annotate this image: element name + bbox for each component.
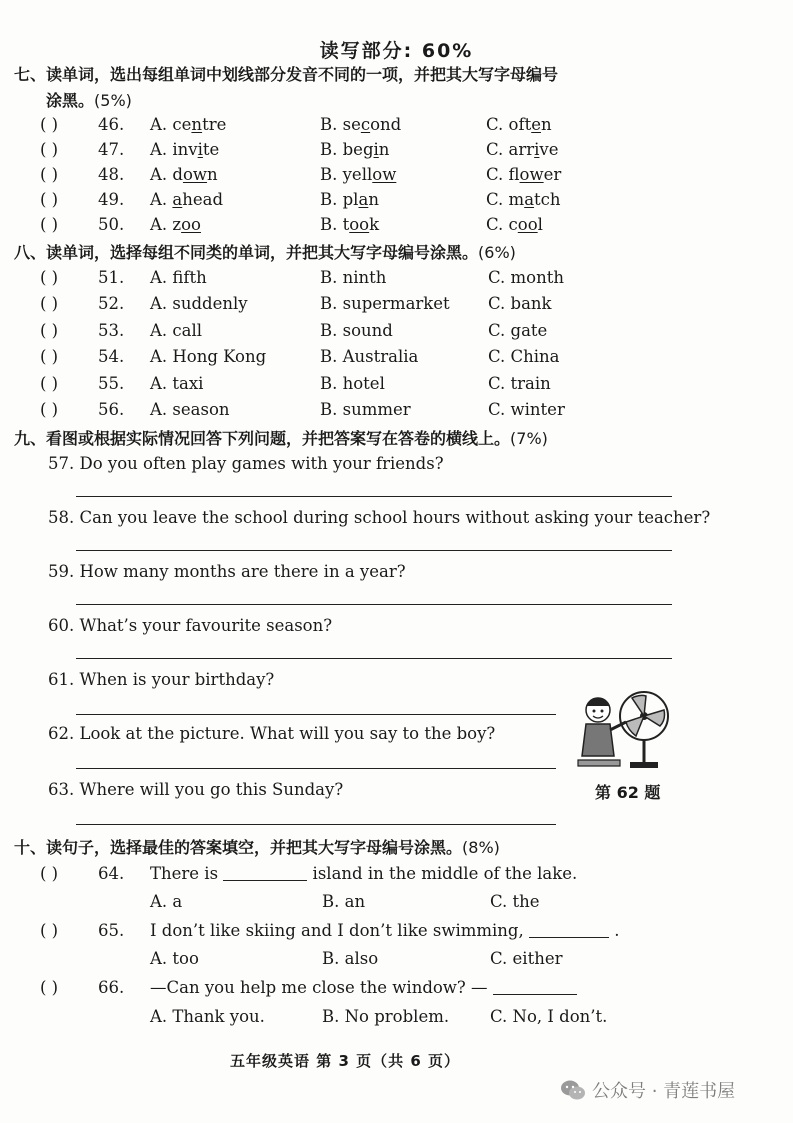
option-b[interactable]	[320, 162, 396, 188]
section-10-heading: 十、读句子，选择最佳的答案填空，并把其大写字母编号涂黑。(8%)	[14, 838, 500, 857]
question-number: 55.	[98, 374, 125, 393]
option-a[interactable]: A. suddenly	[150, 294, 248, 313]
page-title: 读写部分: 60%	[319, 40, 474, 62]
page-footer: 五年级英语 第 3 页（共 6 页）	[230, 1052, 460, 1070]
option-b[interactable]: B. supermarket	[320, 294, 450, 313]
option-a[interactable]: A. too	[150, 949, 199, 968]
blank-line[interactable]	[493, 978, 577, 995]
option-a[interactable]	[150, 137, 219, 163]
answer-line[interactable]	[76, 604, 672, 605]
underlined-letters: a	[524, 190, 535, 209]
question-text: 59. How many months are there in a year?	[48, 562, 406, 581]
option-text: tre	[202, 115, 227, 134]
sentence-start: I don’t like skiing and I don’t like swimming,	[150, 921, 524, 940]
question-text: 60. What’s your favourite season?	[48, 616, 333, 635]
underlined-letters: oo	[349, 215, 370, 234]
option-text: n	[540, 115, 552, 134]
blank-line[interactable]	[529, 921, 609, 938]
question-text: 58. Can you leave the school during school hours without asking your teacher?	[48, 508, 711, 527]
underlined-letters: i	[373, 140, 379, 159]
option-text: B. yell	[320, 165, 373, 184]
option-b[interactable]: B. ninth	[320, 268, 387, 287]
option-c[interactable]: C. month	[488, 268, 564, 287]
section-9-heading: 九、看图或根据实际情况回答下列问题，并把答案写在答卷的横线上。(7%)	[14, 429, 548, 448]
option-c[interactable]: C. winter	[488, 400, 565, 419]
answer-line[interactable]	[76, 658, 672, 659]
section-8-heading: 八、读单词，选择每组不同类的单词，并把其大写字母编号涂黑。(6%)	[14, 243, 516, 262]
option-a[interactable]	[150, 212, 201, 238]
option-text: n	[368, 190, 379, 209]
picture-caption: 第 62 题	[595, 783, 661, 802]
option-a[interactable]	[150, 162, 218, 188]
option-b[interactable]: B. No problem.	[322, 1007, 450, 1026]
underlined-letters: n	[191, 115, 203, 134]
answer-line[interactable]	[76, 824, 556, 825]
option-a[interactable]: A. Thank you.	[150, 1007, 265, 1026]
option-text: C. m	[486, 190, 525, 209]
option-b[interactable]: B. also	[322, 949, 379, 968]
question-sentence	[150, 975, 577, 1001]
underlined-letters: a	[358, 190, 369, 209]
sentence-end: .	[614, 921, 620, 940]
option-text: tch	[534, 190, 561, 209]
underlined-letters: i	[534, 140, 540, 159]
option-text: k	[369, 215, 380, 234]
section-7-heading-cont: 涂黑。(5%)	[46, 91, 132, 110]
option-text: B. pl	[320, 190, 359, 209]
option-a[interactable]: A. a	[150, 892, 183, 911]
question-text: 62. Look at the picture. What will you say to the boy?	[48, 724, 496, 743]
section-7-heading: 七、读单词，选出每组单词中划线部分发音不同的一项，并把其大写字母编号	[14, 65, 559, 84]
option-a[interactable]	[150, 112, 226, 138]
answer-bracket[interactable]: ( )	[40, 165, 59, 184]
answer-bracket[interactable]: ( )	[40, 268, 59, 287]
answer-bracket[interactable]: ( )	[40, 321, 59, 340]
question-text: 61. When is your birthday?	[48, 670, 275, 689]
underlined-letters: ow	[519, 165, 544, 184]
option-a[interactable]	[150, 187, 223, 213]
answer-bracket[interactable]: ( )	[40, 140, 59, 159]
option-c[interactable]: C. either	[490, 949, 563, 968]
question-text: 63. Where will you go this Sunday?	[48, 780, 344, 799]
question-number: 53.	[98, 321, 125, 340]
option-text: B. t	[320, 215, 350, 234]
option-text: A. ce	[150, 115, 192, 134]
option-a[interactable]: A. call	[150, 321, 203, 340]
sentence-start: —Can you help me close the window? —	[150, 978, 488, 997]
option-text: B. se	[320, 115, 361, 134]
wechat-icon	[560, 1079, 586, 1101]
option-c[interactable]: C. China	[488, 347, 560, 366]
question-number: 65.	[98, 921, 125, 940]
option-text: A. inv	[150, 140, 198, 159]
sentence-start: There is	[150, 864, 219, 883]
option-c[interactable]: C. the	[490, 892, 540, 911]
option-c[interactable]	[486, 187, 561, 213]
underlined-letters: c	[360, 115, 371, 134]
underlined-letters: ow	[372, 165, 397, 184]
option-c[interactable]: C. gate	[488, 321, 548, 340]
option-text: n	[378, 140, 390, 159]
option-text: te	[202, 140, 220, 159]
boy-with-fan-picture	[574, 686, 674, 776]
option-text: ond	[370, 115, 402, 134]
watermark	[560, 1077, 735, 1103]
question-number: 46.	[98, 115, 125, 134]
option-text: A. z	[150, 215, 182, 234]
answer-line[interactable]	[76, 496, 672, 497]
answer-bracket[interactable]: ( )	[40, 190, 59, 209]
question-number: 50.	[98, 215, 125, 234]
underlined-letters: oo	[517, 215, 538, 234]
option-text: C. c	[486, 215, 518, 234]
option-a[interactable]: A. fifth	[150, 268, 207, 287]
question-text: 57. Do you often play games with your friends?	[48, 454, 444, 473]
option-a[interactable]: A. season	[150, 400, 230, 419]
option-text: C. fl	[486, 165, 520, 184]
question-number: 54.	[98, 347, 125, 366]
watermark-text: 公众号 · 青莲书屋	[592, 1081, 736, 1102]
question-number: 48.	[98, 165, 125, 184]
option-b[interactable]	[320, 212, 379, 238]
underlined-letters: e	[531, 115, 541, 134]
answer-bracket[interactable]: ( )	[40, 115, 59, 134]
option-text: B. beg	[320, 140, 374, 159]
question-number: 64.	[98, 864, 125, 883]
question-sentence	[150, 918, 619, 944]
sentence-end: island in the middle of the lake.	[312, 864, 578, 883]
option-text: er	[543, 165, 562, 184]
option-text: head	[182, 190, 224, 209]
blank-line[interactable]	[223, 864, 307, 881]
option-text: n	[207, 165, 218, 184]
answer-bracket[interactable]: ( )	[40, 294, 59, 313]
option-b[interactable]: B. sound	[320, 321, 393, 340]
question-sentence	[150, 861, 577, 887]
underlined-letters: i	[197, 140, 203, 159]
option-c[interactable]	[486, 137, 559, 163]
option-text: C. arr	[486, 140, 535, 159]
answer-line[interactable]	[76, 714, 556, 715]
option-c[interactable]: C. train	[488, 374, 551, 393]
option-text: C. oft	[486, 115, 532, 134]
option-b[interactable]: B. Australia	[320, 347, 419, 366]
option-a[interactable]: A. Hong Kong	[150, 347, 267, 366]
answer-bracket[interactable]: ( )	[40, 978, 59, 997]
question-number: 56.	[98, 400, 125, 419]
question-number: 66.	[98, 978, 125, 997]
option-b[interactable]: B. hotel	[320, 374, 385, 393]
answer-bracket[interactable]: ( )	[40, 921, 59, 940]
answer-line[interactable]	[76, 550, 672, 551]
option-a[interactable]: A. taxi	[150, 374, 204, 393]
option-b[interactable]: B. summer	[320, 400, 411, 419]
answer-bracket[interactable]: ( )	[40, 347, 59, 366]
answer-bracket[interactable]: ( )	[40, 374, 59, 393]
answer-bracket[interactable]: ( )	[40, 215, 59, 234]
option-b[interactable]	[320, 112, 401, 138]
answer-line[interactable]	[76, 768, 556, 769]
option-c[interactable]	[486, 112, 552, 138]
option-text: A.	[150, 190, 173, 209]
option-c[interactable]: C. bank	[488, 294, 552, 313]
question-number: 47.	[98, 140, 125, 159]
question-number: 49.	[98, 190, 125, 209]
answer-bracket[interactable]: ( )	[40, 864, 59, 883]
option-text: l	[537, 215, 543, 234]
question-number: 52.	[98, 294, 125, 313]
option-text: ve	[539, 140, 559, 159]
underlined-letters: oo	[181, 215, 201, 234]
option-c[interactable]	[486, 212, 543, 238]
answer-bracket[interactable]: ( )	[40, 400, 59, 419]
underlined-letters: ow	[182, 165, 208, 184]
underlined-letters: a	[172, 190, 183, 209]
option-text: A. d	[150, 165, 183, 184]
option-b[interactable]: B. an	[322, 892, 366, 911]
option-b[interactable]	[320, 137, 389, 163]
option-b[interactable]	[320, 187, 379, 213]
option-c[interactable]: C. No, I don’t.	[490, 1007, 608, 1026]
option-c[interactable]	[486, 162, 561, 188]
question-number: 51.	[98, 268, 125, 287]
